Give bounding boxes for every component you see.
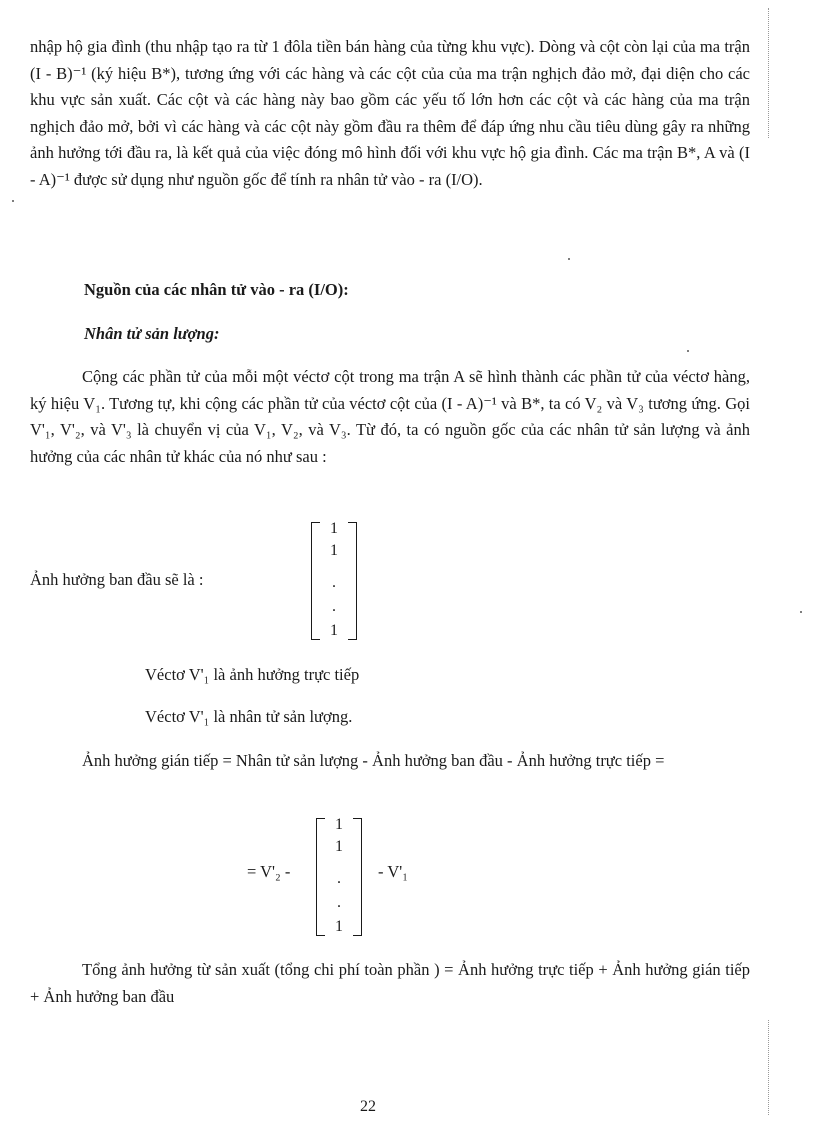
scan-speck bbox=[800, 611, 802, 613]
paragraph-indirect-effect: Ảnh hưởng gián tiếp = Nhân tử sản lượng - Ảnh hưởng ban đầu - Ảnh hưởng trực tiếp = bbox=[82, 751, 665, 770]
left-bracket bbox=[311, 522, 320, 640]
initial-effect-matrix bbox=[311, 522, 357, 640]
paragraph-intro: nhập hộ gia đình (thu nhập tạo ra từ 1 đôla tiền bán hàng của từng khu vực). Dòng và cột còn lại của ma trận (I - B)⁻¹ (ký hiệu B*), tương ứng với các hàng và các cột của của ma trận nghịch đảo mở, đại diện cho các khu vực sản xuất. Các cột và các hàng này bao gồm các yếu tố lớn hơn các cột và các hàng của ma trận nghịch đảo mở, bởi vì các hàng và các cột này gồm đầu ra thêm để đáp ứng nhu cầu tiêu dùng gây ra những ảnh hưởng tới đầu ra, là kết quả của việc đóng mô hình đối với khu vực hộ gia đình. Các ma trận B*, A và (I - A)⁻¹ được sử dụng như nguồn gốc để tính ra nhân tử vào - ra (I/O). bbox=[30, 37, 750, 189]
heading-io-sources: Nguồn của các nhân tử vào - ra (I/O): bbox=[84, 280, 349, 299]
statement-output-multiplier: Véctơ V'₁ là nhân tử sản lượng. bbox=[145, 707, 353, 726]
matrix-entry: 1 bbox=[335, 816, 343, 833]
matrix-entry: 1 bbox=[335, 838, 343, 855]
right-bracket bbox=[348, 522, 357, 640]
matrix-entry: . bbox=[337, 894, 341, 911]
matrix-entry: 1 bbox=[330, 622, 338, 639]
scan-edge-mark bbox=[768, 8, 770, 138]
matrix-entry: 1 bbox=[330, 520, 338, 537]
right-bracket bbox=[353, 818, 362, 936]
scan-speck bbox=[568, 258, 570, 260]
page-number: 22 bbox=[360, 1098, 376, 1115]
paragraph-total-effect: Tổng ảnh hưởng từ sản xuất (tổng chi phí toàn phần ) = Ảnh hưởng trực tiếp + Ảnh hưởng gián tiếp + Ảnh hưởng ban đầu bbox=[30, 960, 750, 1006]
statement-direct-effect: Véctơ V'₁ là ảnh hưởng trực tiếp bbox=[145, 665, 360, 684]
equation-lhs: = V'₂ - bbox=[247, 862, 291, 881]
equation-matrix bbox=[316, 818, 362, 936]
matrix-entry: . bbox=[332, 598, 336, 615]
heading-output-multiplier: Nhân tử sản lượng: bbox=[84, 324, 220, 343]
matrix-entry: 1 bbox=[335, 918, 343, 935]
paragraph-vectors: Cộng các phần tử của mỗi một véctơ cột trong ma trận A sẽ hình thành các phần tử của véctơ hàng, ký hiệu V₁. Tương tự, khi cộng các phần tử của véctơ cột của (I - A)⁻¹ và B*, ta có V₂ và V₃ tương ứng. Gọi V'₁, V'₂, và V'₃ là chuyển vị của V₁, V₂, và V₃. Từ đó, ta có nguồn gốc của các nhân tử sản lượng và ảnh hưởng của các nhân tử khác của nó như sau : bbox=[30, 367, 750, 466]
matrix-entry: 1 bbox=[330, 542, 338, 559]
scan-edge-mark bbox=[768, 1020, 770, 1115]
matrix-entry: . bbox=[337, 870, 341, 887]
scan-speck bbox=[687, 350, 689, 352]
equation-rhs: - V'₁ bbox=[378, 862, 408, 881]
left-bracket bbox=[316, 818, 325, 936]
initial-effect-label: Ảnh hưởng ban đầu sẽ là : bbox=[30, 570, 204, 589]
matrix-entry: . bbox=[332, 574, 336, 591]
scan-speck bbox=[12, 200, 14, 202]
